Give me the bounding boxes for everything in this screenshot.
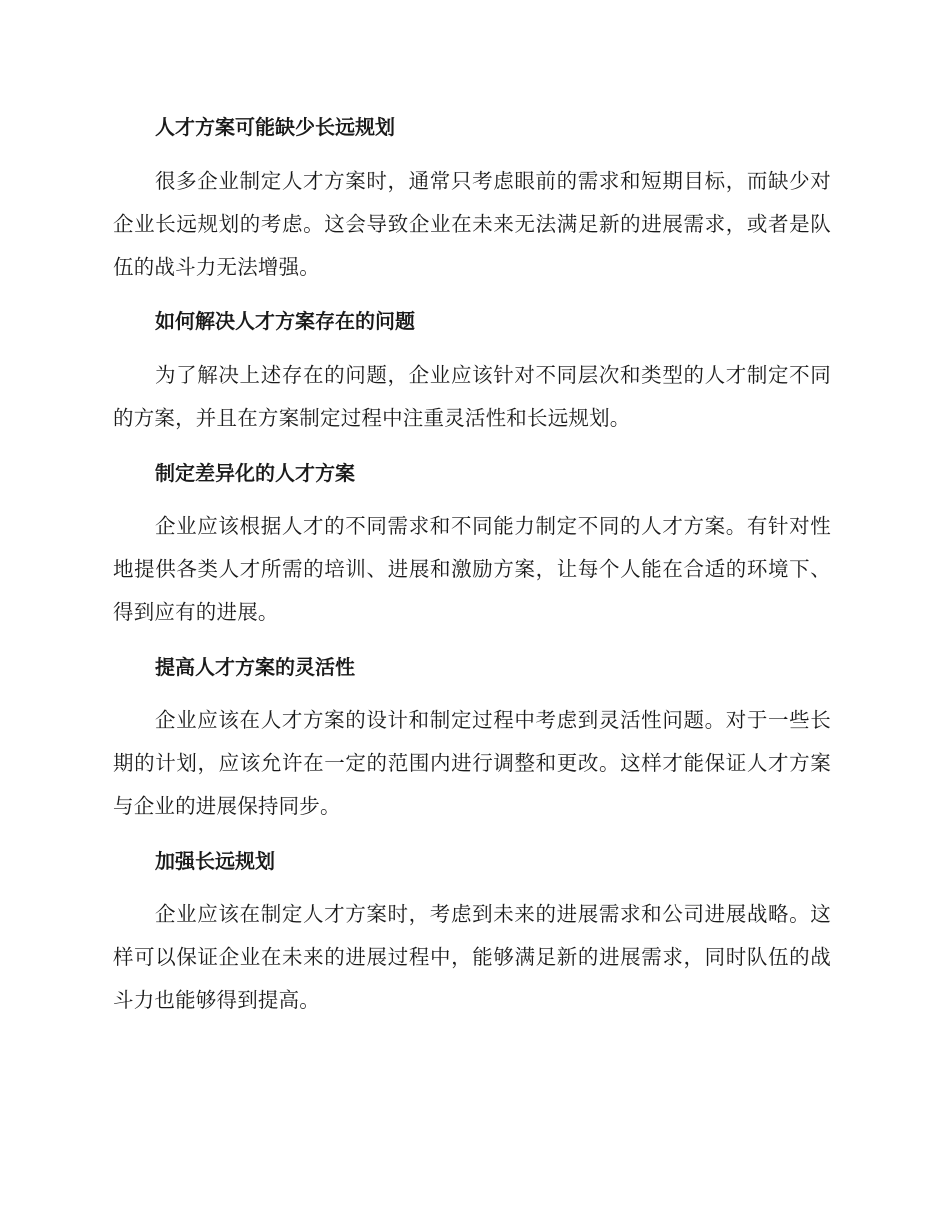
document-page — [113, 0, 831, 1230]
section-heading-long-term-planning-missing: 人才方案可能缺少长远规划 — [155, 115, 395, 139]
section-body-how-to-solve: 为了解决上述存在的问题，企业应该针对不同层次和类型的人才制定不同的方案，并且在方案制定过程中注重灵活性和长远规划。 — [113, 363, 831, 430]
section-heading-how-to-solve: 如何解决人才方案存在的问题 — [155, 309, 415, 333]
section-heading-flexibility: 提高人才方案的灵活性 — [155, 655, 355, 679]
section-body-flexibility: 企业应该在人才方案的设计和制定过程中考虑到灵活性问题。对于一些长期的计划，应该允许在一定的范围内进行调整和更改。这样才能保证人才方案与企业的进展保持同步。 — [113, 708, 831, 818]
section-body-differentiated-plan: 企业应该根据人才的不同需求和不同能力制定不同的人才方案。有针对性地提供各类人才所需的培训、进展和激励方案，让每个人能在合适的环境下、得到应有的进展。 — [113, 514, 831, 624]
section-heading-strengthen-long-term: 加强长远规划 — [155, 849, 275, 873]
section-heading-differentiated-plan: 制定差异化的人才方案 — [155, 461, 355, 485]
section-body-long-term-planning-missing: 很多企业制定人才方案时，通常只考虑眼前的需求和短期目标，而缺少对企业长远规划的考虑。这会导致企业在未来无法满足新的进展需求，或者是队伍的战斗力无法增强。 — [113, 169, 831, 279]
section-body-strengthen-long-term: 企业应该在制定人才方案时，考虑到未来的进展需求和公司进展战略。这样可以保证企业在未来的进展过程中，能够满足新的进展需求，同时队伍的战斗力也能够得到提高。 — [113, 902, 831, 1012]
